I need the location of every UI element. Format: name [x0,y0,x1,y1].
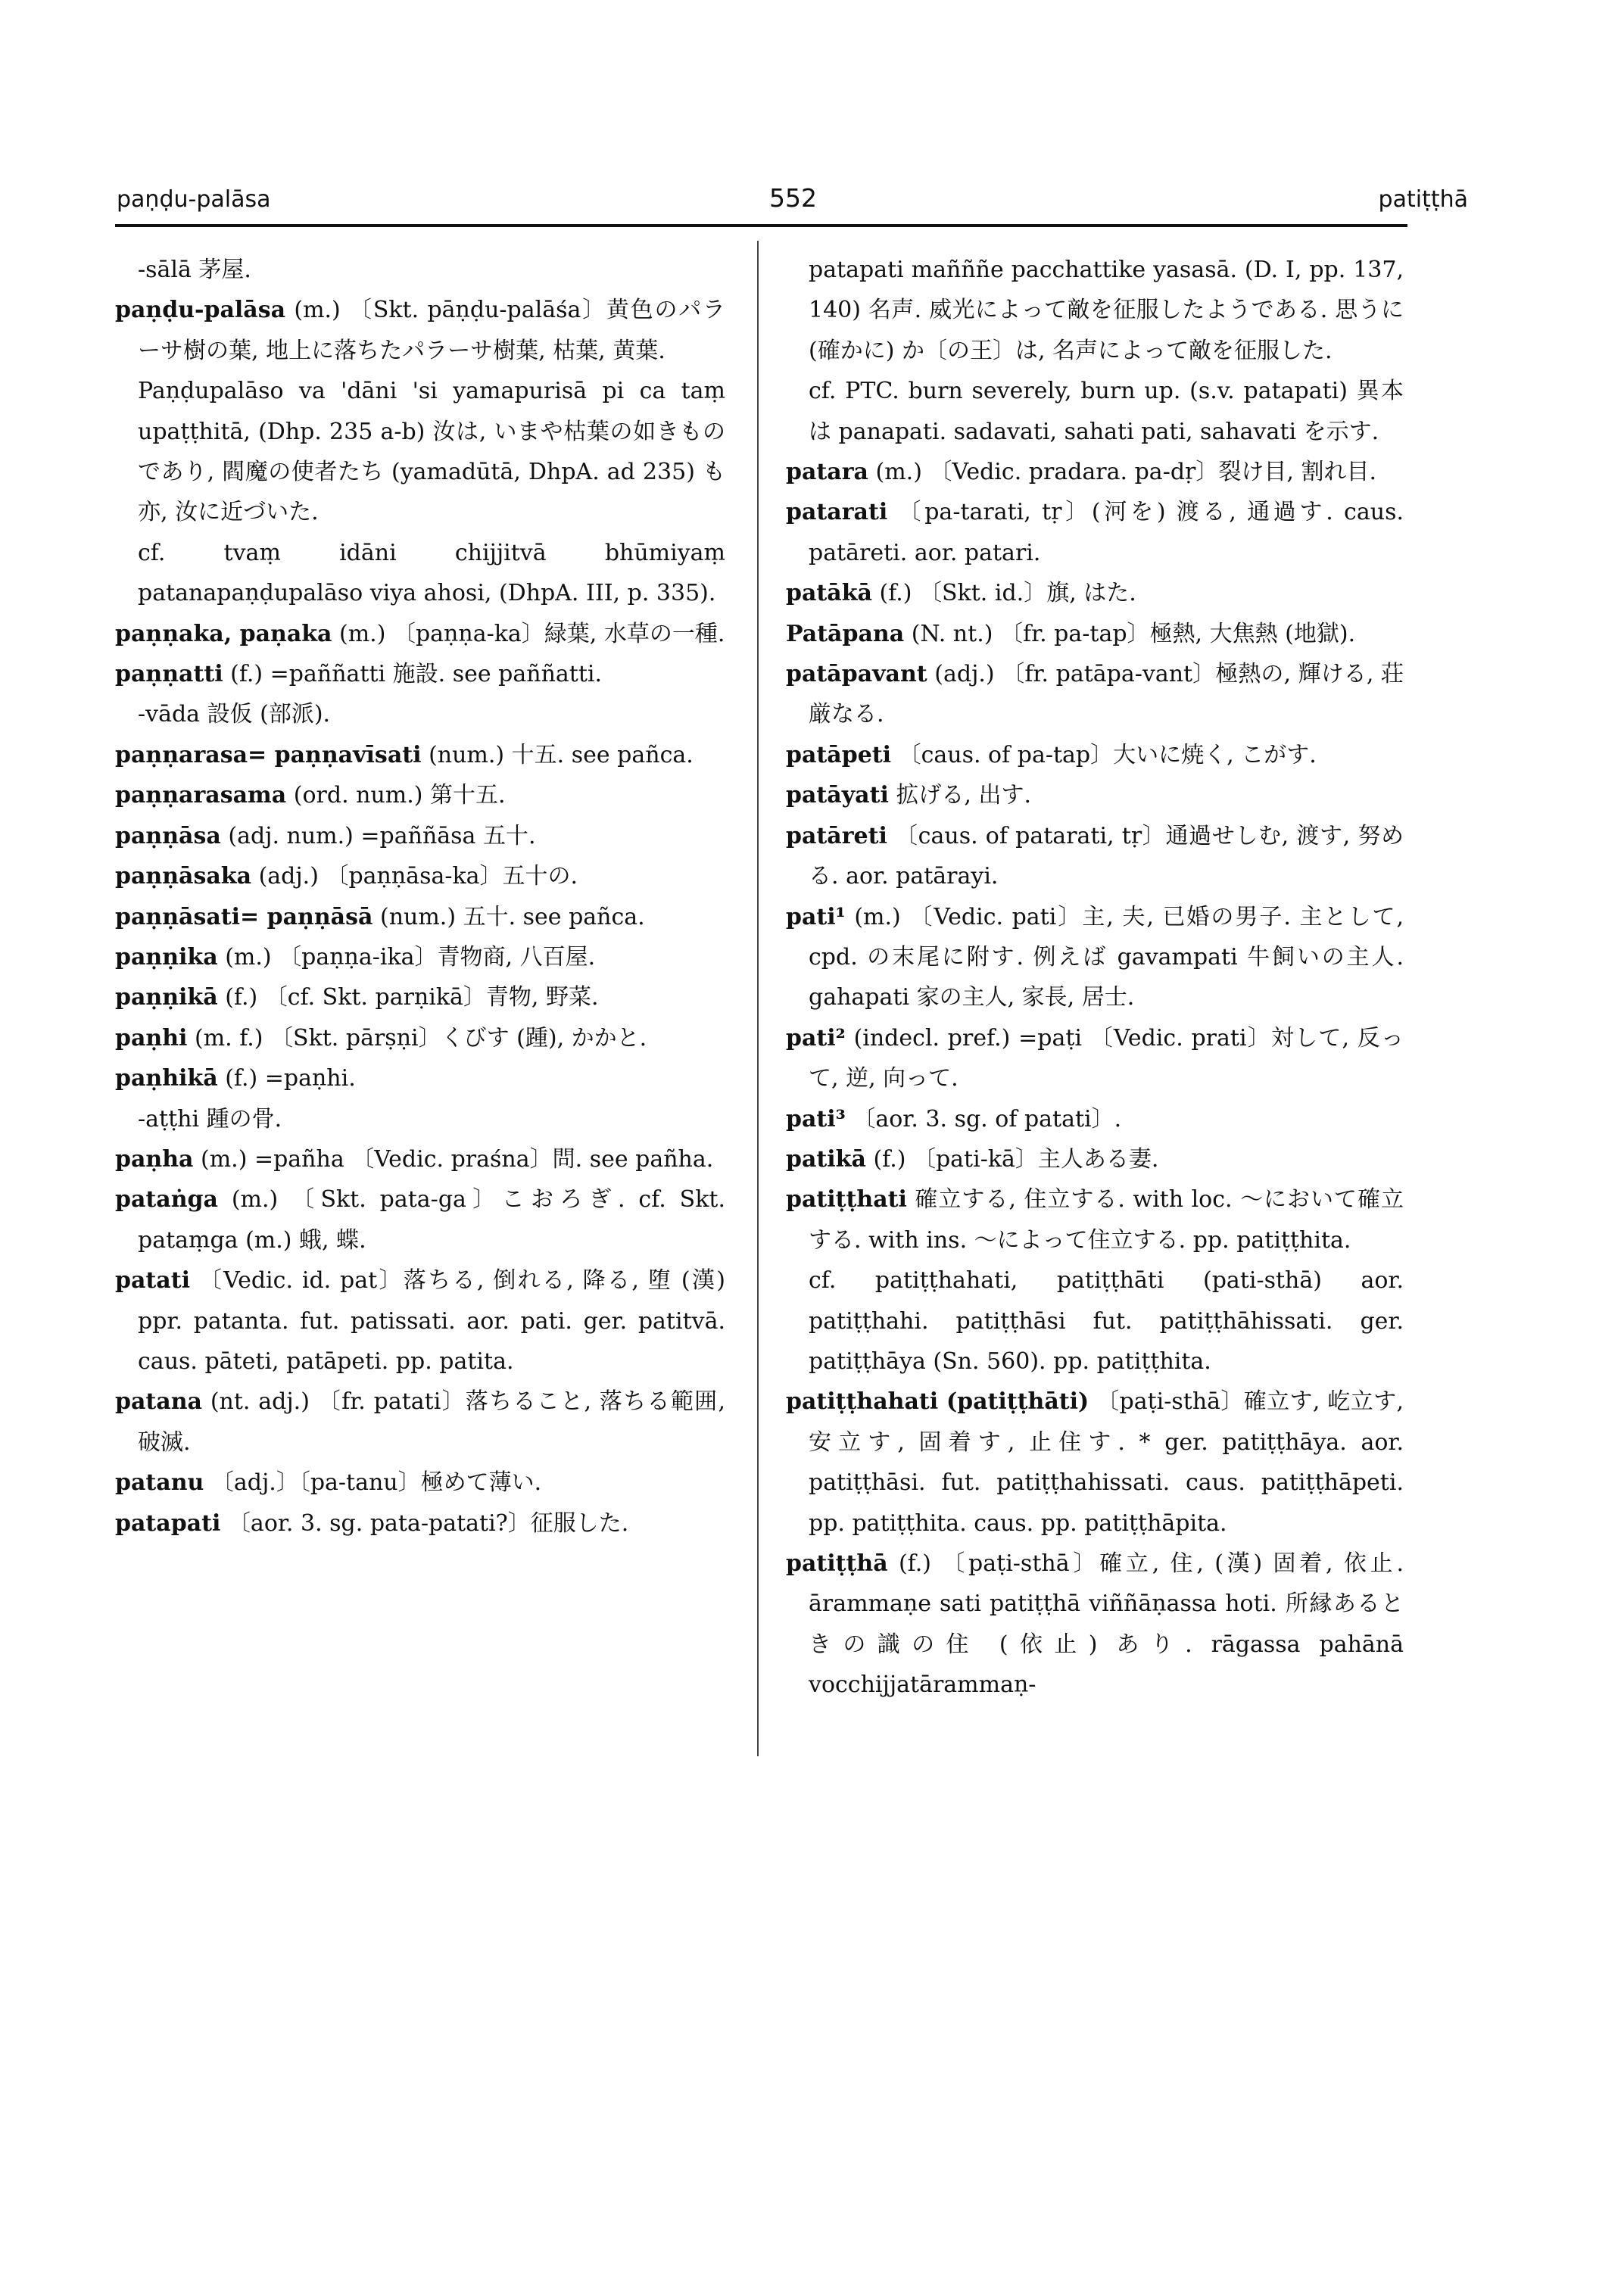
entry-text: (m. f.) 〔Skt. pārṣṇi〕くびす (踵), かかと. [194,1024,647,1051]
entry-headword: patāpeti [786,741,892,768]
dictionary-entry [115,897,725,937]
entry-citation [115,371,725,533]
dictionary-entry [115,614,725,654]
dictionary-entry [115,1058,725,1098]
dictionary-entry [786,1018,1404,1099]
dictionary-entry [115,1503,725,1544]
entry-headword: patāyati [786,782,889,809]
entry-headword: paṇṇāsaka [115,863,252,890]
entry-headword: patiṭṭhati [786,1186,907,1213]
entry-text: (m.) 〔paṇṇa-ika〕青物商, 八百屋. [225,943,596,970]
entry-headword: pati³ [786,1105,846,1132]
entry-citation [786,371,1404,452]
entry-headword: patāpavant [786,661,927,688]
dictionary-entry [115,654,725,694]
dictionary-entry [786,573,1404,613]
dictionary-entry [115,856,725,896]
entry-headword: patākā [786,580,872,607]
right-column [786,250,1404,1706]
entry-text: (num.) 十五. see pañca. [429,741,694,768]
dictionary-entry [115,1179,725,1260]
dictionary-entry [115,1139,725,1179]
entry-headword: paṇḍu-palāsa [115,297,286,324]
entry-headword: paṇṇikā [115,984,218,1011]
dictionary-entry [786,654,1404,735]
entry-text: (adj.) 〔paṇṇāsa-ka〕五十の. [258,863,578,890]
entry-headword: patāreti [786,822,887,849]
dictionary-entry [786,1139,1404,1179]
entry-text: 〔caus. of patarati, tṛ〕通過せしむ, 渡す, 努める. aor. patārayi. [809,822,1404,890]
entry-headword: patana [115,1388,202,1416]
entry-headword: paṇhikā [115,1065,218,1092]
entry-headword: paṇhi [115,1024,188,1051]
entry-headword: paṇha [115,1145,194,1173]
dictionary-entry [115,937,725,977]
dictionary-entry [786,1099,1404,1139]
dictionary-entry [786,897,1404,1018]
dictionary-entry [786,614,1404,654]
entry-text: (m.) =pañha 〔Vedic. praśna〕問. see pañha. [201,1145,714,1173]
entry-text: 〔adj.〕〔pa-tanu〕極めて薄い. [210,1469,542,1497]
entry-headword: patati [115,1267,190,1294]
entry-text: -aṭṭhi 踵の骨. [138,1105,282,1132]
dictionary-entry [786,775,1404,815]
entry-citation [786,1260,1404,1382]
entry-headword: pati² [786,1024,846,1051]
dictionary-entry [115,977,725,1017]
entry-text: (f.) 〔cf. Skt. parṇikā〕青物, 野菜. [225,984,599,1011]
dictionary-entry [115,1260,725,1382]
entry-headword: pataṅga [115,1186,218,1213]
entry-text: (nt. adj.) 〔fr. patati〕落ちること, 落ちる範囲, 破滅. [138,1388,725,1456]
entry-text: (f.) 〔pati-kā〕主人ある妻. [873,1145,1159,1173]
dictionary-entry [115,816,725,856]
entry-citation [786,250,1404,371]
entry-citation [115,533,725,614]
entry-text: (m.) 〔Skt. pata-ga〕こおろぎ. cf. Skt. pataṃga (m.) 蛾, 蝶. [138,1186,725,1254]
entry-text: 〔paṭi-sthā〕確立す, 屹立す, 安立す, 固着す, 止住す. * ger. patiṭṭhāya. aor. patiṭṭhāsi. fut. patiṭṭhahissati. caus. patiṭṭhāpeti. pp. patiṭṭhita. caus. pp. patiṭṭhāpita. [809,1388,1404,1537]
entry-headword: pati¹ [786,903,846,930]
dictionary-entry [786,1179,1404,1260]
entry-text: 〔caus. of pa-tap〕大いに焼く, こがす. [898,741,1317,768]
entry-headword: patiṭṭhā [786,1550,888,1577]
entry-headword: patiṭṭhahati (patiṭṭhāti) [786,1388,1089,1416]
entry-headword: patikā [786,1145,866,1173]
header-left-guideword: paṇḍu-palāsa [117,186,271,213]
entry-headword: paṇṇatti [115,661,223,688]
entry-text: (f.) 〔paṭi-sthā〕確立, 住, (漢) 固着, 依止. ārammaṇe sati patiṭṭhā viññāṇassa hoti. 所縁あるときの識の住 (依止) あり. rāgassa pahānā vocchijjatārammaṇ- [809,1550,1404,1699]
entry-text: (N. nt.) 〔fr. pa-tap〕極熱, 大焦熱 (地獄). [911,620,1356,647]
entry-headword: patanu [115,1469,204,1497]
entry-text: (adj. num.) =paññāsa 五十. [228,822,536,849]
entry-text: 拡げる, 出す. [896,782,1031,809]
dictionary-entry [115,1463,725,1503]
entry-text: (m.) 〔Vedic. pradara. pa-dṛ〕裂け目, 割れ目. [875,459,1376,486]
entry-text: 〔aor. 3. sg. of patati〕. [853,1105,1122,1132]
entry-text: 確立する, 住立する. with loc. ～において確立する. with ins. ～によって住立する. pp. patiṭṭhita. [809,1186,1404,1254]
dictionary-entry [786,1544,1404,1706]
dictionary-entry [786,816,1404,897]
sub-entry [115,1099,725,1139]
entry-text: -vāda 設仮 (部派). [138,701,331,728]
entry-headword: patara [786,459,868,486]
entry-text: 〔aor. 3. sg. pata-patati?〕征服した. [227,1509,629,1537]
entry-text: cf. patiṭṭhahati, patiṭṭhāti (pati-sthā) aor. patiṭṭhahi. patiṭṭhāsi fut. patiṭṭhāhissati. ger. patiṭṭhāya (Sn. 560). pp. patiṭṭhita. [809,1267,1404,1375]
entry-text: 〔Vedic. id. pat〕落ちる, 倒れる, 降る, 堕 (漢) ppr. patanta. fut. patissati. aor. pati. ger. patitvā. caus. pāteti, patāpeti. pp. patita. [138,1267,725,1375]
sub-entry [115,250,725,290]
entry-text: (num.) 五十. see pañca. [380,903,645,930]
dictionary-entry [115,735,725,775]
entry-text: 〔pa-tarati, tṛ〕(河を) 渡る, 通過す. caus. patāreti. aor. patari. [809,499,1404,566]
entry-text: (m.) 〔Vedic. pati〕主, 夫, 已婚の男子. 主として, cpd. の末尾に附す. 例えば gavampati 牛飼いの主人. gahapati 家の主人, 家長, 居士. [809,903,1404,1011]
entry-text: (f.) =paññatti 施設. see paññatti. [230,661,603,688]
entry-headword: paṇṇarasama [115,782,287,809]
dictionary-entry [786,735,1404,775]
entry-text: (f.) 〔Skt. id.〕旗, はた. [879,580,1136,607]
entry-text: (indecl. pref.) =paṭi 〔Vedic. prati〕対して, 反って, 逆, 向って. [809,1024,1404,1092]
sub-entry [115,694,725,734]
dictionary-entry [115,1382,725,1463]
dictionary-entry [786,1382,1404,1544]
entry-text: (f.) =paṇhi. [225,1065,356,1092]
header-rule [115,224,1407,227]
dictionary-entry [115,775,725,815]
entry-text: patapati mañññe pacchattike yasasā. (D. I, pp. 137, 140) 名声. 威光によって敵を征服したようである. 思うに (確かに) か〔の王〕は, 名声によって敵を征服した. [809,257,1404,364]
entry-headword: paṇṇaka, paṇaka [115,620,332,647]
entry-text: (adj.) 〔fr. patāpa-vant〕極熱の, 輝ける, 荘厳なる. [809,661,1404,728]
entry-headword: paṇṇāsati= paṇṇāsā [115,903,373,930]
column-divider [757,241,759,1756]
header-right-guideword: patiṭṭhā [1378,186,1468,213]
entry-headword: patapati [115,1509,221,1537]
entry-text: cf. tvaṃ idāni chijjitvā bhūmiyaṃ patanapaṇḍupalāso viya ahosi, (DhpA. III, p. 335). [138,539,725,607]
dictionary-entry [115,1018,725,1058]
entry-headword: paṇṇika [115,943,218,970]
entry-headword: Patāpana [786,620,905,647]
entry-text: (m.) 〔Skt. pāṇḍu-palāśa〕黄色のパラーサ樹の葉, 地上に落ちたパラーサ樹葉, 枯葉, 黄葉. [138,297,725,364]
entry-headword: patarati [786,499,888,526]
dictionary-entry [115,290,725,371]
entry-headword: paṇṇāsa [115,822,221,849]
dictionary-entry [786,492,1404,573]
entry-text: (ord. num.) 第十五. [293,782,506,809]
entry-text: cf. PTC. burn severely, burn up. (s.v. patapati) 異本は panapati. sadavati, sahati pati, sahavati を示す. [809,378,1404,445]
entry-text: Paṇḍupalāso va 'dāni 'si yamapurisā pi ca taṃ upaṭṭhitā, (Dhp. 235 a-b) 汝は, いまや枯葉の如きものであり, 閻魔の使者たち (yamadūtā, DhpA. ad 235) も亦, 汝に近づいた. [138,378,725,526]
dictionary-entry [786,452,1404,492]
entry-headword: paṇṇarasa= paṇṇavīsati [115,741,422,768]
entry-text: (m.) 〔paṇṇa-ka〕緑葉, 水草の一種. [339,620,725,647]
entry-text: -sālā 茅屋. [138,257,251,283]
left-column [115,250,725,1544]
page-number: 552 [769,183,817,213]
